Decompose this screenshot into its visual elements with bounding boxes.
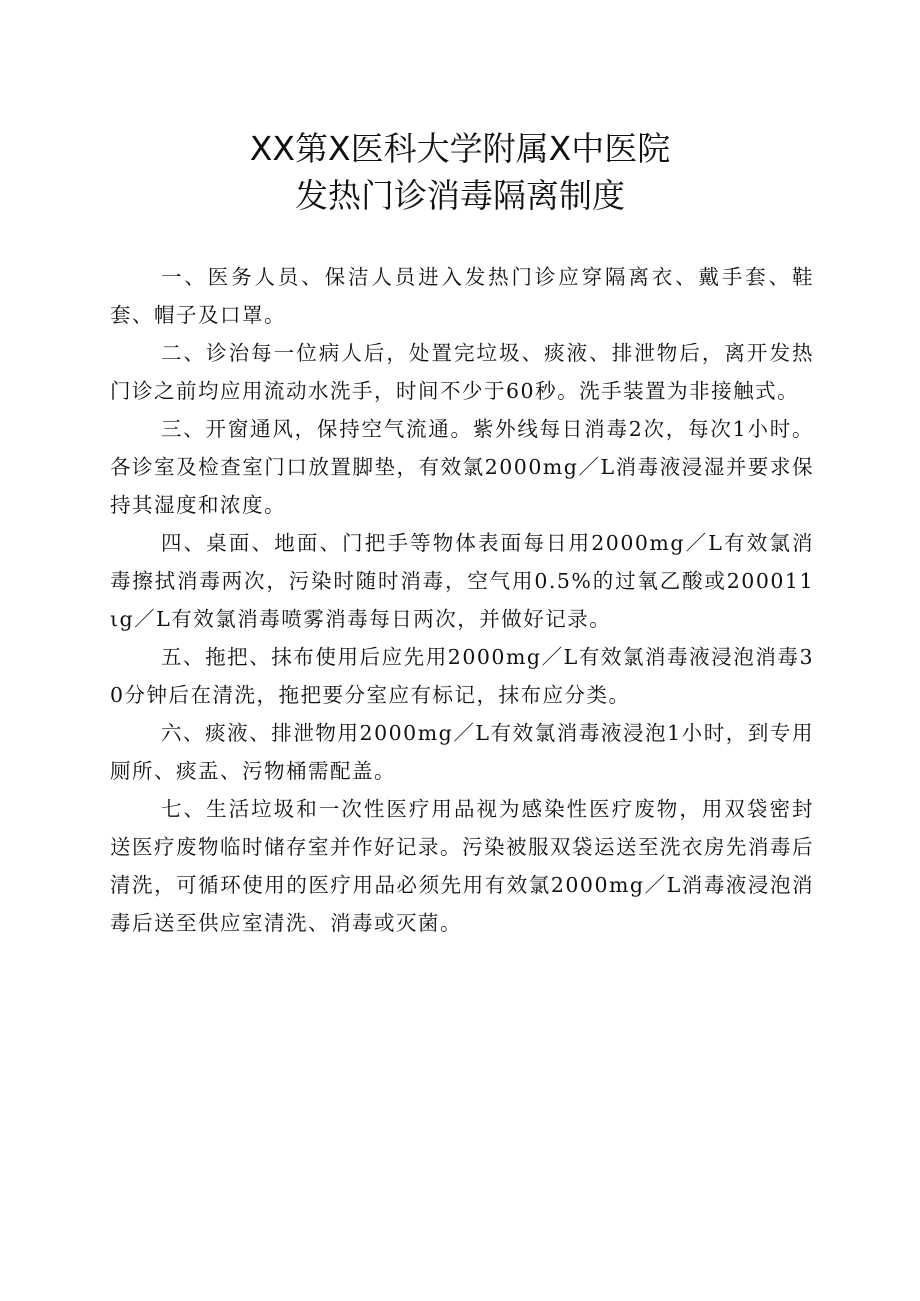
title-policy-name: 发热门诊消毒隔离制度 bbox=[295, 176, 625, 215]
paragraph-1: 一、医务人员、保洁人员进入发热门诊应穿隔离衣、戴手套、鞋套、帽子及口罩。 bbox=[110, 265, 814, 327]
paragraph-5: 五、拖把、抹布使用后应先用2000mg／L有效氯消毒液浸泡消毒30分钟后在清洗，拖把要分室应有标记，抹布应分类。 bbox=[110, 645, 814, 707]
paragraph-7: 七、生活垃圾和一次性医疗用品视为感染性医疗废物，用双袋密封送医疗废物临时储存室并作好记录。污染被服双袋运送至洗衣房先消毒后清洗，可循环使用的医疗用品必须先用有效氯2000mg／L消毒液浸泡消毒后送至供应室清洗、消毒或灭菌。 bbox=[110, 797, 814, 935]
paragraph-2: 二、诊治每一位病人后，处置完垃圾、痰液、排泄物后，离开发热门诊之前均应用流动水洗手，时间不少于60秒。洗手装置为非接触式。 bbox=[110, 341, 814, 403]
document-title bbox=[0, 125, 920, 219]
paragraph-3: 三、开窗通风，保持空气流通。紫外线每日消毒2次，每次1小时。各诊室及检查室门口放置脚垫，有效氯2000mg／L消毒液浸湿并要求保持其湿度和浓度。 bbox=[110, 417, 814, 517]
title-hospital-name: XX第X医科大学附属X中医院 bbox=[249, 129, 671, 168]
document-body bbox=[110, 258, 814, 942]
paragraph-6: 六、痰液、排泄物用2000mg／L有效氯消毒液浸泡1小时，到专用厕所、痰盂、污物桶需配盖。 bbox=[110, 721, 814, 783]
paragraph-4: 四、桌面、地面、门把手等物体表面每日用2000mg／L有效氯消毒擦拭消毒两次，污染时随时消毒，空气用0.5%的过氧乙酸或200011ιg／L有效氯消毒喷雾消毒每日两次，并做好记录。 bbox=[110, 531, 814, 631]
